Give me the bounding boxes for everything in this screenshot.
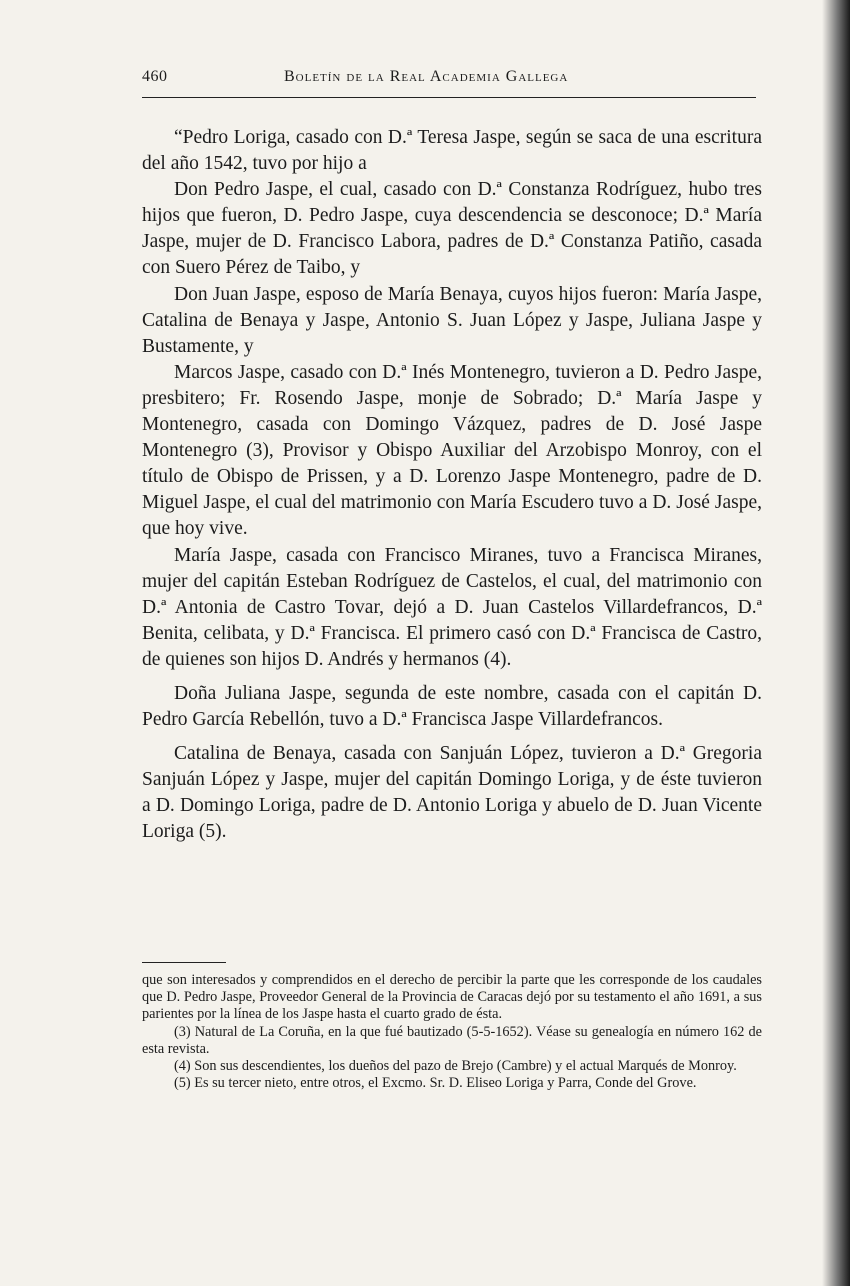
footnote-continuation: que son interesados y comprendidos en el derecho de percibir la parte que les corresponde de los caudales que D. Pedro Jaspe, Proveedor General de la Provincia de Caracas dejó por su testamento el año 1691, a sus parientes por la línea de los Jaspe hasta el cuarto grado de ésta. — [142, 972, 762, 1023]
paragraph-6: Doña Juliana Jaspe, segunda de este nombre, casada con el capitán D. Pedro García Rebellón, tuvo a D.ª Francisca Jaspe Villardefrancos. — [142, 682, 762, 731]
page-header — [142, 68, 756, 94]
running-title: Boletín de la Real Academia Gallega — [284, 68, 569, 85]
footnote-rule — [142, 962, 226, 963]
footnote-5: (5) Es su tercer nieto, entre otros, el Excmo. Sr. D. Eliseo Loriga y Parra, Conde del Grove. — [174, 1075, 697, 1092]
footnote-3: (3) Natural de La Coruña, en la que fué bautizado (5-5-1652). Véase su genealogía en número 162 de esta revista. — [142, 1023, 762, 1057]
page-number: 460 — [142, 68, 168, 85]
paragraph-2: Don Pedro Jaspe, el cual, casado con D.ª Constanza Rodríguez, hubo tres hijos que fueron, D. Pedro Jaspe, cuya descendencia se desconoce; D.ª María Jaspe, mujer de D. Francisco Labora, padres de D.ª Constanza Patiño, casada con Suero Pérez de Taibo, y — [142, 179, 762, 279]
paragraph-3: Don Juan Jaspe, esposo de María Benaya, cuyos hijos fueron: María Jaspe, Catalina de Benaya y Jaspe, Antonio S. Juan López y Jaspe, Juliana Jaspe y Bustamente, y — [142, 283, 762, 357]
body-text — [142, 125, 762, 846]
paragraph-4: Marcos Jaspe, casado con D.ª Inés Montenegro, tuvieron a D. Pedro Jaspe, presbitero; Fr. Rosendo Jaspe, monje de Sobrado; D.ª María Jaspe y Montenegro, casada con Domingo Vázquez, padres de D. José Jaspe Montenegro (3), Provisor y Obispo Auxiliar del Arzobispo Monroy, con el título de Obispo de Prissen, y a D. Lorenzo Jaspe Montenegro, padre de D. Miguel Jaspe, el cual del matrimonio con María Escudero tuvo a D. José Jaspe, que hoy vive. — [142, 361, 762, 540]
paragraph-1: “Pedro Loriga, casado con D.ª Teresa Jaspe, según se saca de una escritura del año 1542, tuvo por hijo a — [142, 127, 762, 175]
header-rule — [142, 97, 756, 98]
footnotes — [142, 972, 762, 1092]
paragraph-5: María Jaspe, casada con Francisco Miranes, tuvo a Francisca Miranes, mujer del capitán Esteban Rodríguez de Castelos, el cual, del matrimonio con D.ª Antonia de Castro Tovar, dejó a D. Juan Castelos Villardefrancos, D.ª Benita, celibata, y D.ª Francisca. El primero casó con D.ª Francisca de Castro, de quienes son hijos D. Andrés y hermanos (4). — [142, 544, 762, 670]
footnote-4: (4) Son sus descendientes, los dueños del pazo de Brejo (Cambre) y el actual Marqués de Monroy. — [174, 1058, 737, 1075]
page-edge-shadow — [822, 0, 850, 1286]
paragraph-7: Catalina de Benaya, casada con Sanjuán López, tuvieron a D.ª Gregoria Sanjuán López y Jaspe, mujer del capitán Domingo Loriga, y de éste tuvieron a D. Domingo Loriga, padre de D. Antonio Loriga y abuelo de D. Juan Vicente Loriga (5). — [142, 743, 762, 843]
